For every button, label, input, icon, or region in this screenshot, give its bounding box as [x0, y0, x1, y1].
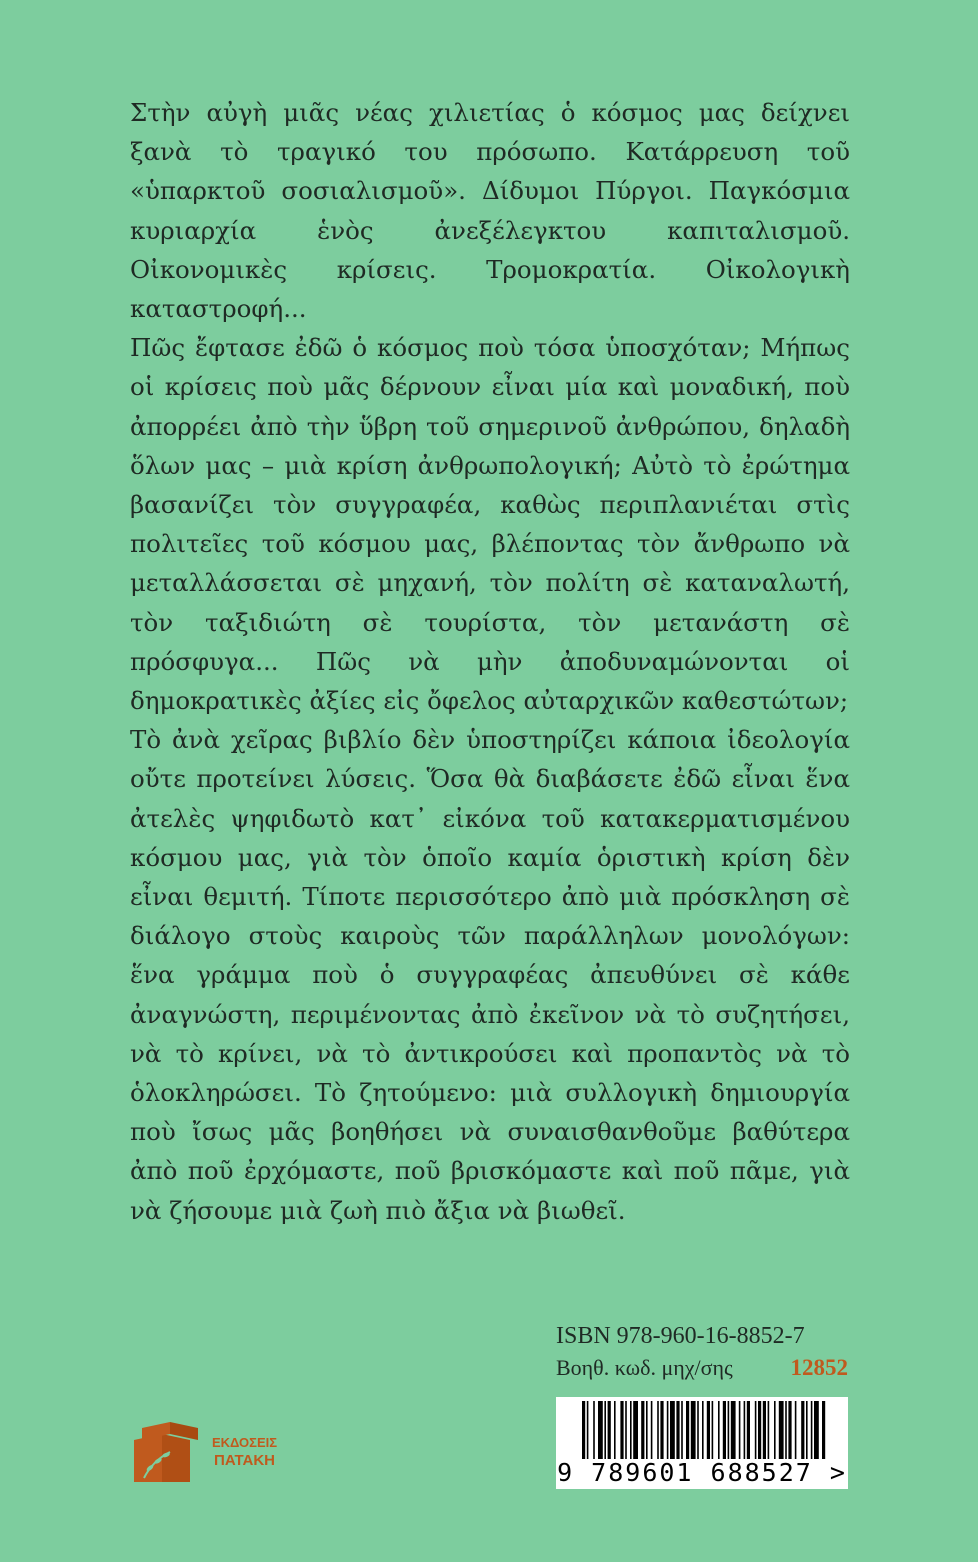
barcode-bar [686, 1401, 689, 1459]
barcode-bars [556, 1397, 848, 1461]
barcode-bar [768, 1401, 770, 1459]
barcode-bar [712, 1401, 714, 1459]
barcode-bar [593, 1401, 595, 1459]
barcode-bar [608, 1401, 611, 1459]
barcode-bar [587, 1401, 589, 1459]
barcode-bar [702, 1401, 704, 1459]
barcode-bar [604, 1401, 606, 1459]
barcode-bar [646, 1401, 648, 1459]
barcode-bar [681, 1401, 683, 1459]
publisher-name [212, 1434, 277, 1470]
barcode-bar [728, 1401, 730, 1459]
barcode-bar [660, 1401, 663, 1459]
barcode-bar [670, 1401, 675, 1459]
barcode-bar [651, 1401, 653, 1459]
blurb-paragraph-2: Πῶς ἔφτασε ἐδῶ ὁ κόσμος ποὺ τόσα ὑποσχόταν; Μήπως οἱ κρίσεις ποὺ μᾶς δέρνουν εἶναι μία καὶ μοναδική, ποὺ ἀπορρέει ἀπὸ τὴν ὕβρη τοῦ σημερινοῦ ἀνθρώπου, δηλαδὴ ὅλων μας – μιὰ κρίση ἀνθρωπολογική; Αὐτὸ τὸ ἐρώτημα βασανίζει τὸν συγγραφέα, καθὼς περιπλανιέται στὶς πολιτεῖες τοῦ κόσμου μας, βλέποντας τὸν ἄνθρωπο νὰ μεταλλάσσεται σὲ μηχανή, τὸν πολίτη σὲ καταναλωτή, τὸν ταξιδιώτη σὲ τουρίστα, τὸν μετανάστη σὲ πρόσφυγα... Πῶς νὰ μὴν ἀποδυναμώνονται οἱ δημοκρατικὲς ἀξίες εἰς ὄφελος αὐταρχικῶν καθεστώτων; [130, 333, 850, 716]
barcode-bar [697, 1401, 699, 1459]
machine-code-line [556, 1352, 848, 1384]
isbn-block [556, 1320, 848, 1384]
machine-code-label: Βοηθ. κωδ. μηχ/σης [556, 1355, 733, 1380]
barcode-bar [779, 1401, 784, 1459]
barcode-bar [811, 1401, 813, 1459]
barcode-bar [641, 1401, 644, 1459]
barcode-bar [691, 1401, 696, 1459]
barcode-bar [723, 1401, 726, 1459]
blurb-paragraph-1: Στὴν αὐγὴ μιᾶς νέας χιλιετίας ὁ κόσμος μας δείχνει ξανὰ τὸ τραγικό του πρόσωπο. Κατάρρευση τοῦ «ὑπαρκτοῦ σοσιαλισμοῦ». Δίδυμοι Πύργοι. Παγκόσμια κυριαρχία ἑνὸς ἀνεξέλεγκτου καπιταλισμοῦ. Οἰκονομικὲς κρίσεις. Τρομοκρατία. Οἰκολογικὴ καταστροφή... [130, 98, 850, 324]
barcode-bar [630, 1401, 632, 1459]
barcode-bar [806, 1401, 808, 1459]
barcode-bar [747, 1401, 750, 1459]
barcode-bar [744, 1401, 746, 1459]
barcode-bar [763, 1401, 766, 1459]
barcode-digits: 9 789601 688527 > [557, 1458, 847, 1487]
barcode-bar [731, 1401, 736, 1459]
barcode-bar [822, 1401, 825, 1459]
barcode-bar [814, 1401, 819, 1459]
barcode-bar [657, 1401, 659, 1459]
barcode-bar [582, 1401, 585, 1459]
barcode-bar [598, 1401, 603, 1459]
barcode-bar [620, 1401, 623, 1459]
barcode-bar [667, 1401, 669, 1459]
publisher-line1: ΕΚΔΟΣΕΙΣ [212, 1435, 278, 1450]
barcode-bar [801, 1401, 804, 1459]
barcode-bar [774, 1401, 776, 1459]
books-stack-icon [128, 1416, 208, 1486]
barcode-bar [758, 1401, 761, 1459]
barcode-bar [707, 1401, 710, 1459]
barcode-bar [718, 1401, 720, 1459]
isbn-text: ISBN 978-960-16-8852-7 [556, 1323, 805, 1349]
machine-code-number: 12852 [790, 1355, 848, 1380]
barcode-bar [676, 1401, 679, 1459]
barcode-bar [755, 1401, 757, 1459]
barcode-bar [788, 1401, 791, 1459]
barcode-bar [739, 1401, 741, 1459]
back-cover-blurb [130, 93, 850, 1230]
barcode-bar [614, 1401, 616, 1459]
barcode-bar [785, 1401, 787, 1459]
blurb-paragraph-3: Τὸ ἀνὰ χεῖρας βιβλίο δὲν ὑποστηρίζει κάποια ἰδεολογία οὔτε προτείνει λύσεις. Ὅσα θὰ διαβάσετε ἐδῶ εἶναι ἕνα ἀτελὲς ψηφιδωτὸ κατ᾽ εἰκόνα τοῦ κατακερματισμένου κόσμου μας, γιὰ τὸν ὁποῖο καμία ὁριστικὴ κρίση δὲν εἶναι θεμιτή. Τίποτε περισσότερο ἀπὸ μιὰ πρόσκληση σὲ διάλογο στοὺς καιροὺς τῶν παράλληλων μονολόγων: ἕνα γράμμα ποὺ ὁ συγγραφέας ἀπευθύνει σὲ κάθε ἀναγνώστη, περιμένοντας ἀπὸ ἐκεῖνον νὰ τὸ συζητήσει, νὰ τὸ κρίνει, νὰ τὸ ἀντικρούσει καὶ προπαντὸς νὰ τὸ ὁλοκληρώσει. Τὸ ζητούμενο: μιὰ συλλογικὴ δημιουργία ποὺ ἴσως μᾶς βοηθήσει νὰ συναισθανθοῦμε βαθύτερα ἀπὸ ποῦ ἐρχόμαστε, ποῦ βρισκόμαστε καὶ ποῦ πᾶμε, γιὰ νὰ ζήσουμε μιὰ ζωὴ πιὸ ἄξια νὰ βιωθεῖ. [130, 725, 850, 1225]
barcode-bar [795, 1401, 797, 1459]
publisher-line2: ΠΑΤΑΚΗ [214, 1452, 276, 1469]
barcode-bar [625, 1401, 627, 1459]
isbn-barcode [556, 1397, 848, 1489]
publisher-logo [128, 1416, 298, 1486]
barcode-bar [633, 1401, 638, 1459]
